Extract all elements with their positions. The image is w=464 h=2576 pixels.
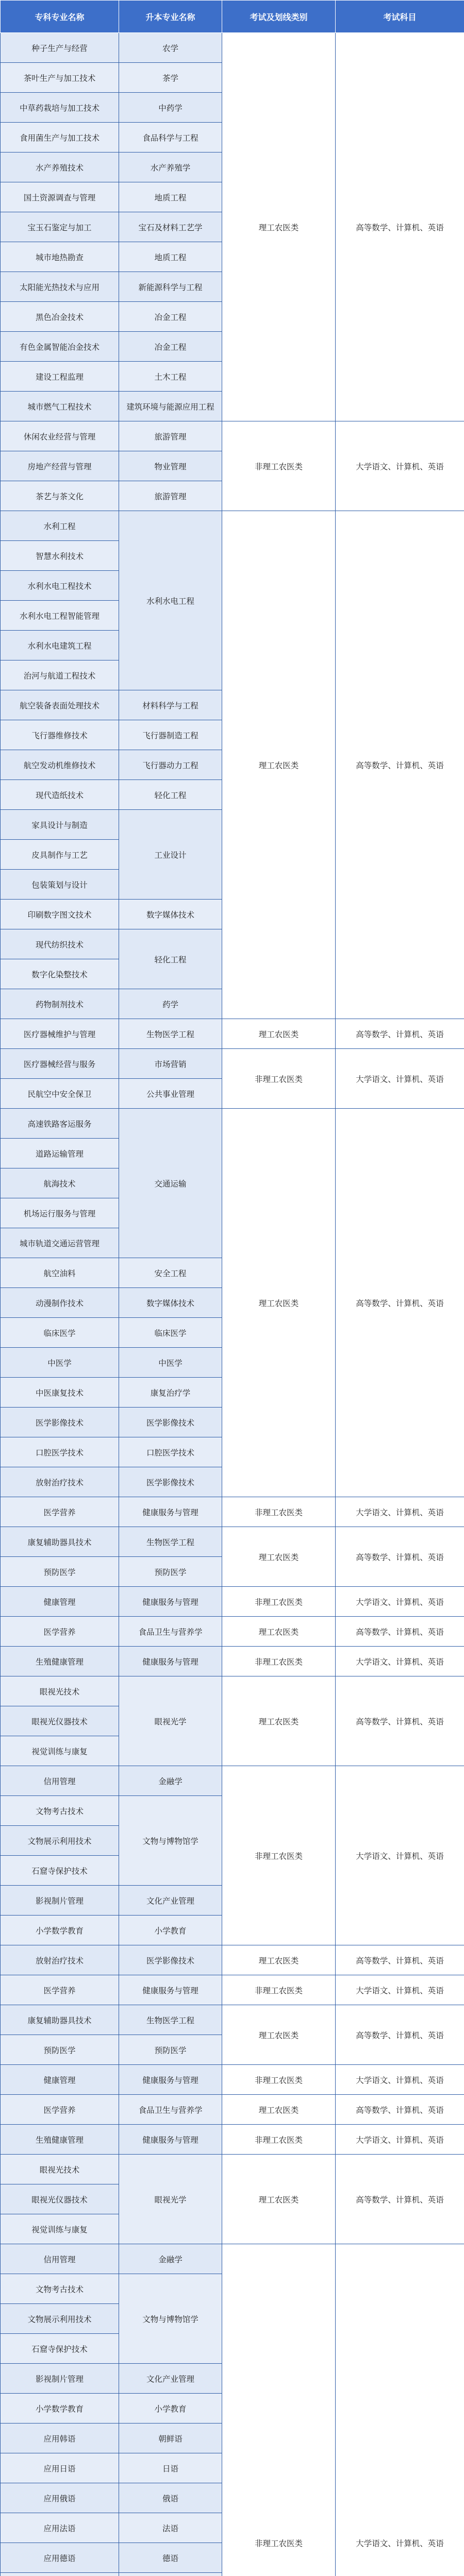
college-major-cell: 印刷数字图文技术 xyxy=(1,900,119,929)
college-major-cell: 城市地热勘查 xyxy=(1,242,119,272)
college-major-cell: 国土资源调查与管理 xyxy=(1,182,119,212)
exam-category-cell: 理工农医类 xyxy=(222,33,336,421)
college-major-cell: 石窟寺保护技术 xyxy=(1,1856,119,1886)
college-major-cell: 文物展示利用技术 xyxy=(1,1826,119,1856)
header-exam-subjects: 考试科目 xyxy=(336,1,464,33)
bachelor-major-cell: 法语 xyxy=(119,2513,222,2543)
college-major-cell: 水产养殖技术 xyxy=(1,152,119,182)
college-major-cell: 治河与航道工程技术 xyxy=(1,660,119,690)
college-major-cell: 眼视光仪器技术 xyxy=(1,1706,119,1736)
table-row xyxy=(1,1676,464,1706)
exam-subjects-cell: 大学语文、计算机、英语 xyxy=(336,1766,464,1945)
college-major-cell: 航空油料 xyxy=(1,1258,119,1288)
college-major-cell: 有色金属智能冶金技术 xyxy=(1,332,119,362)
header-bachelor-major: 升本专业名称 xyxy=(119,1,222,33)
bachelor-major-cell: 医学影像技术 xyxy=(119,1945,222,1975)
bachelor-major-cell: 工业设计 xyxy=(119,810,222,900)
college-major-cell: 应用韩语 xyxy=(1,2424,119,2453)
college-major-cell: 家具设计与制造 xyxy=(1,810,119,840)
bachelor-major-cell: 健康服务与管理 xyxy=(119,1647,222,1676)
bachelor-major-cell: 中医学 xyxy=(119,1348,222,1378)
exam-subjects-cell: 大学语文、计算机、英语 xyxy=(336,1049,464,1109)
college-major-cell: 药物制剂技术 xyxy=(1,989,119,1019)
table-row xyxy=(1,511,464,541)
college-major-cell: 影视制片管理 xyxy=(1,1886,119,1916)
bachelor-major-cell: 食品科学与工程 xyxy=(119,123,222,152)
college-major-cell: 航空发动机维修技术 xyxy=(1,750,119,780)
college-major-cell: 应用日语 xyxy=(1,2453,119,2483)
college-major-cell: 医学影像技术 xyxy=(1,1408,119,1437)
bachelor-major-cell: 预防医学 xyxy=(119,1557,222,1587)
college-major-cell: 眼视光仪器技术 xyxy=(1,2184,119,2214)
bachelor-major-cell: 金融学 xyxy=(119,1766,222,1796)
bachelor-major-cell: 旅游管理 xyxy=(119,481,222,511)
college-major-cell: 茶艺与茶文化 xyxy=(1,481,119,511)
college-major-cell: 应用德语 xyxy=(1,2543,119,2573)
college-major-cell: 中医康复技术 xyxy=(1,1378,119,1408)
exam-subjects-cell: 大学语文、计算机、英语 xyxy=(336,2125,464,2155)
college-major-cell: 中草药栽培与加工技术 xyxy=(1,93,119,123)
exam-category-cell: 非理工农医类 xyxy=(222,1766,336,1945)
bachelor-major-cell: 冶金工程 xyxy=(119,332,222,362)
bachelor-major-cell: 生物医学工程 xyxy=(119,2005,222,2035)
exam-subjects-cell: 高等数学、计算机、英语 xyxy=(336,511,464,1019)
exam-subjects-cell: 大学语文、计算机、英语 xyxy=(336,1587,464,1617)
exam-category-cell: 非理工农医类 xyxy=(222,2244,336,2576)
college-major-cell: 医学营养 xyxy=(1,1617,119,1647)
bachelor-major-cell: 安全工程 xyxy=(119,1258,222,1288)
exam-category-cell: 理工农医类 xyxy=(222,1527,336,1587)
bachelor-major-cell: 建筑环境与能源应用工程 xyxy=(119,392,222,421)
college-major-cell: 民航空中安全保卫 xyxy=(1,1079,119,1109)
exam-category-cell: 非理工农医类 xyxy=(222,421,336,511)
bachelor-major-cell: 材料科学与工程 xyxy=(119,690,222,720)
table-row xyxy=(1,2155,464,2184)
college-major-cell: 数字化染整技术 xyxy=(1,959,119,989)
bachelor-major-cell: 健康服务与管理 xyxy=(119,1497,222,1527)
college-major-cell: 机场运行服务与管理 xyxy=(1,1198,119,1228)
college-major-cell: 医疗器械维护与管理 xyxy=(1,1019,119,1049)
exam-category-cell: 理工农医类 xyxy=(222,1019,336,1049)
college-major-cell: 文物展示利用技术 xyxy=(1,2304,119,2334)
college-major-cell: 现代纺织技术 xyxy=(1,929,119,959)
college-major-cell: 水利水电建筑工程 xyxy=(1,631,119,660)
bachelor-major-cell: 眼视光学 xyxy=(119,1676,222,1766)
bachelor-major-cell: 交通运输 xyxy=(119,1109,222,1258)
exam-subjects-cell: 大学语文、计算机、英语 xyxy=(336,2244,464,2576)
exam-subjects-cell: 高等数学、计算机、英语 xyxy=(336,1617,464,1647)
college-major-cell: 道路运输管理 xyxy=(1,1139,119,1168)
exam-category-cell: 理工农医类 xyxy=(222,1617,336,1647)
college-major-cell: 应用俄语 xyxy=(1,2483,119,2513)
bachelor-major-cell xyxy=(119,2573,222,2576)
college-major-cell: 航空装备表面处理技术 xyxy=(1,690,119,720)
exam-category-cell: 非理工农医类 xyxy=(222,1497,336,1527)
college-major-cell: 太阳能光热技术与应用 xyxy=(1,272,119,302)
table-row xyxy=(1,1527,464,1557)
table-row xyxy=(1,421,464,451)
bachelor-major-cell: 健康服务与管理 xyxy=(119,1975,222,2005)
college-major-cell: 眼视光技术 xyxy=(1,1676,119,1706)
bachelor-major-cell: 日语 xyxy=(119,2453,222,2483)
college-major-cell: 皮具制作与工艺 xyxy=(1,840,119,870)
table-row xyxy=(1,2095,464,2125)
table-row xyxy=(1,1019,464,1049)
exam-subjects-cell: 高等数学、计算机、英语 xyxy=(336,1676,464,1766)
exam-category-cell: 非理工农医类 xyxy=(222,1975,336,2005)
bachelor-major-cell: 生物医学工程 xyxy=(119,1527,222,1557)
bachelor-major-cell: 土木工程 xyxy=(119,362,222,392)
college-major-cell: 宝玉石鉴定与加工 xyxy=(1,212,119,242)
exam-category-cell: 非理工农医类 xyxy=(222,2065,336,2095)
college-major-cell: 生殖健康管理 xyxy=(1,1647,119,1676)
table-row xyxy=(1,2065,464,2095)
table-row xyxy=(1,1975,464,2005)
bachelor-major-cell: 口腔医学技术 xyxy=(119,1437,222,1467)
college-major-cell: 康复辅助器具技术 xyxy=(1,2005,119,2035)
exam-category-cell: 非理工农医类 xyxy=(222,1647,336,1676)
table-row xyxy=(1,1497,464,1527)
table-row xyxy=(1,1617,464,1647)
college-major-cell: 康复辅助器具技术 xyxy=(1,1527,119,1557)
college-major-cell: 智慧水利技术 xyxy=(1,541,119,571)
bachelor-major-cell: 朝鲜语 xyxy=(119,2424,222,2453)
college-major-cell: 文物考古技术 xyxy=(1,2274,119,2304)
exam-subjects-cell: 高等数学、计算机、英语 xyxy=(336,1527,464,1587)
bachelor-major-cell: 健康服务与管理 xyxy=(119,1587,222,1617)
bachelor-major-cell: 新能源科学与工程 xyxy=(119,272,222,302)
college-major-cell: 高速铁路客运服务 xyxy=(1,1109,119,1139)
college-major-cell: 石窟寺保护技术 xyxy=(1,2334,119,2364)
college-major-cell: 包装策划与设计 xyxy=(1,870,119,900)
exam-subjects-cell: 高等数学、计算机、英语 xyxy=(336,1945,464,1975)
bachelor-major-cell: 市场营销 xyxy=(119,1049,222,1079)
college-major-cell: 水利水电工程智能管理 xyxy=(1,601,119,631)
college-major-cell: 预防医学 xyxy=(1,1557,119,1587)
table-body xyxy=(1,33,464,2576)
bachelor-major-cell: 旅游管理 xyxy=(119,421,222,451)
bachelor-major-cell: 农学 xyxy=(119,33,222,63)
bachelor-major-cell: 地质工程 xyxy=(119,242,222,272)
college-major-cell: 医学营养 xyxy=(1,2095,119,2125)
college-major-cell: 放射治疗技术 xyxy=(1,1945,119,1975)
bachelor-major-cell: 地质工程 xyxy=(119,182,222,212)
exam-category-cell: 理工农医类 xyxy=(222,1945,336,1975)
college-major-cell: 信用管理 xyxy=(1,2244,119,2274)
bachelor-major-cell: 康复治疗学 xyxy=(119,1378,222,1408)
bachelor-major-cell: 健康服务与管理 xyxy=(119,2125,222,2155)
college-major-cell: 临床医学 xyxy=(1,1318,119,1348)
college-major-cell: 水利工程 xyxy=(1,511,119,541)
bachelor-major-cell: 水产养殖学 xyxy=(119,152,222,182)
bachelor-major-cell: 小学教育 xyxy=(119,1916,222,1945)
bachelor-major-cell: 轻化工程 xyxy=(119,929,222,989)
bachelor-major-cell: 飞行器动力工程 xyxy=(119,750,222,780)
exam-category-cell: 非理工农医类 xyxy=(222,1587,336,1617)
college-major-cell: 动漫制作技术 xyxy=(1,1288,119,1318)
bachelor-major-cell: 物业管理 xyxy=(119,451,222,481)
college-major-cell xyxy=(1,2573,119,2576)
college-major-cell: 休闲农业经营与管理 xyxy=(1,421,119,451)
table-row xyxy=(1,1109,464,1139)
bachelor-major-cell: 德语 xyxy=(119,2543,222,2573)
exam-subjects-cell: 大学语文、计算机、英语 xyxy=(336,1497,464,1527)
table-row xyxy=(1,2244,464,2274)
college-major-cell: 医学营养 xyxy=(1,1497,119,1527)
exam-subjects-cell: 大学语文、计算机、英语 xyxy=(336,421,464,511)
exam-category-cell: 非理工农医类 xyxy=(222,1049,336,1109)
table-row xyxy=(1,2125,464,2155)
bachelor-major-cell: 俄语 xyxy=(119,2483,222,2513)
college-major-cell: 种子生产与经营 xyxy=(1,33,119,63)
bachelor-major-cell: 临床医学 xyxy=(119,1318,222,1348)
table-row xyxy=(1,1945,464,1975)
bachelor-major-cell: 茶学 xyxy=(119,63,222,93)
college-major-cell: 医学营养 xyxy=(1,1975,119,2005)
exam-subjects-cell: 大学语文、计算机、英语 xyxy=(336,1975,464,2005)
bachelor-major-cell: 眼视光学 xyxy=(119,2155,222,2244)
header-college-major: 专科专业名称 xyxy=(1,1,119,33)
bachelor-major-cell: 生物医学工程 xyxy=(119,1019,222,1049)
college-major-cell: 小学数学教育 xyxy=(1,1916,119,1945)
bachelor-major-cell: 食品卫生与营养学 xyxy=(119,2095,222,2125)
college-major-cell: 影视制片管理 xyxy=(1,2364,119,2394)
bachelor-major-cell: 金融学 xyxy=(119,2244,222,2274)
exam-subjects-cell: 高等数学、计算机、英语 xyxy=(336,2095,464,2125)
table-row xyxy=(1,1049,464,1079)
college-major-cell: 视觉训练与康复 xyxy=(1,1736,119,1766)
bachelor-major-cell: 宝石及材料工艺学 xyxy=(119,212,222,242)
bachelor-major-cell: 药学 xyxy=(119,989,222,1019)
college-major-cell: 健康管理 xyxy=(1,1587,119,1617)
bachelor-major-cell: 飞行器制造工程 xyxy=(119,720,222,750)
bachelor-major-cell: 文物与博物馆学 xyxy=(119,2274,222,2364)
bachelor-major-cell: 健康服务与管理 xyxy=(119,2065,222,2095)
exam-category-cell: 理工农医类 xyxy=(222,1676,336,1766)
college-major-cell: 生殖健康管理 xyxy=(1,2125,119,2155)
exam-category-cell: 理工农医类 xyxy=(222,2005,336,2065)
college-major-cell: 城市轨道交通运营管理 xyxy=(1,1228,119,1258)
bachelor-major-cell: 文化产业管理 xyxy=(119,2364,222,2394)
college-major-cell: 现代造纸技术 xyxy=(1,780,119,810)
college-major-cell: 视觉训练与康复 xyxy=(1,2214,119,2244)
table-row xyxy=(1,33,464,63)
exam-subjects-cell: 高等数学、计算机、英语 xyxy=(336,1109,464,1497)
bachelor-major-cell: 轻化工程 xyxy=(119,780,222,810)
college-major-cell: 黑色冶金技术 xyxy=(1,302,119,332)
table-row xyxy=(1,1766,464,1796)
exam-category-cell: 理工农医类 xyxy=(222,1109,336,1497)
bachelor-major-cell: 数字媒体技术 xyxy=(119,900,222,929)
college-major-cell: 航海技术 xyxy=(1,1168,119,1198)
bachelor-major-cell: 中药学 xyxy=(119,93,222,123)
college-major-cell: 应用法语 xyxy=(1,2513,119,2543)
exam-subjects-cell: 高等数学、计算机、英语 xyxy=(336,2005,464,2065)
bachelor-major-cell: 水利水电工程 xyxy=(119,511,222,690)
table-header xyxy=(1,1,464,33)
table-row xyxy=(1,2005,464,2035)
college-major-cell: 中医学 xyxy=(1,1348,119,1378)
exam-category-cell: 理工农医类 xyxy=(222,2095,336,2125)
table-row xyxy=(1,1587,464,1617)
bachelor-major-cell: 数字媒体技术 xyxy=(119,1288,222,1318)
bachelor-major-cell: 预防医学 xyxy=(119,2035,222,2065)
bachelor-major-cell: 食品卫生与营养学 xyxy=(119,1617,222,1647)
bachelor-major-cell: 公共事业管理 xyxy=(119,1079,222,1109)
bachelor-major-cell: 医学影像技术 xyxy=(119,1467,222,1497)
exam-subjects-cell: 大学语文、计算机、英语 xyxy=(336,2065,464,2095)
table-row xyxy=(1,1647,464,1676)
exam-subjects-cell: 高等数学、计算机、英语 xyxy=(336,1019,464,1049)
bachelor-major-cell: 医学影像技术 xyxy=(119,1408,222,1437)
header-exam-category: 考试及划线类别 xyxy=(222,1,336,33)
college-major-cell: 信用管理 xyxy=(1,1766,119,1796)
college-major-cell: 建设工程监理 xyxy=(1,362,119,392)
exam-subjects-cell: 大学语文、计算机、英语 xyxy=(336,1647,464,1676)
header-row xyxy=(1,1,464,33)
exam-category-cell: 非理工农医类 xyxy=(222,2125,336,2155)
college-major-cell: 房地产经营与管理 xyxy=(1,451,119,481)
college-major-cell: 健康管理 xyxy=(1,2065,119,2095)
college-major-cell: 口腔医学技术 xyxy=(1,1437,119,1467)
college-major-cell: 预防医学 xyxy=(1,2035,119,2065)
college-major-cell: 飞行器维修技术 xyxy=(1,720,119,750)
college-major-cell: 眼视光技术 xyxy=(1,2155,119,2184)
college-major-cell: 城市燃气工程技术 xyxy=(1,392,119,421)
exam-subjects-cell: 高等数学、计算机、英语 xyxy=(336,2155,464,2244)
college-major-cell: 放射治疗技术 xyxy=(1,1467,119,1497)
bachelor-major-cell: 冶金工程 xyxy=(119,302,222,332)
bachelor-major-cell: 文物与博物馆学 xyxy=(119,1796,222,1886)
exam-category-cell: 理工农医类 xyxy=(222,511,336,1019)
college-major-cell: 茶叶生产与加工技术 xyxy=(1,63,119,93)
college-major-cell: 文物考古技术 xyxy=(1,1796,119,1826)
college-major-cell: 水利水电工程技术 xyxy=(1,571,119,601)
college-major-cell: 食用菌生产与加工技术 xyxy=(1,123,119,152)
exam-category-cell: 理工农医类 xyxy=(222,2155,336,2244)
bachelor-major-cell: 文化产业管理 xyxy=(119,1886,222,1916)
bachelor-major-cell: 小学教育 xyxy=(119,2394,222,2424)
exam-subjects-cell: 高等数学、计算机、英语 xyxy=(336,33,464,421)
college-major-cell: 医疗器械经营与服务 xyxy=(1,1049,119,1079)
college-major-cell: 小学数学教育 xyxy=(1,2394,119,2424)
